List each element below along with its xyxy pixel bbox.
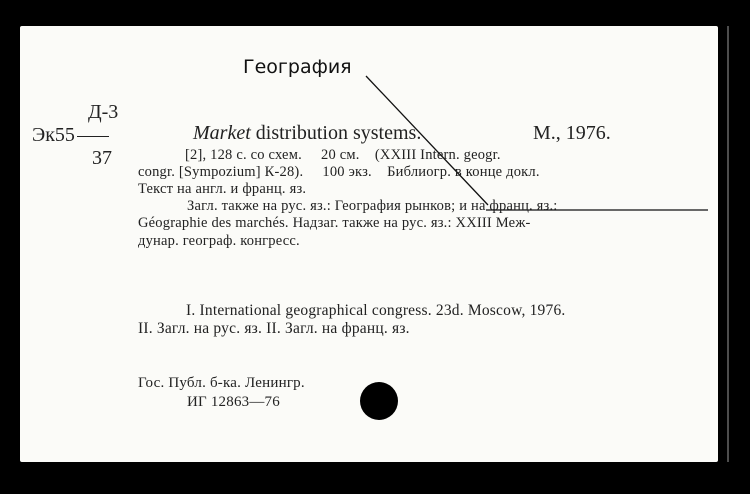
- desc-line-4: Загл. также на рус. яз.: География рынков; и на франц. яз.:: [187, 198, 558, 214]
- title-italic: Market: [193, 122, 251, 144]
- title-line: [193, 123, 421, 143]
- number-line: ИГ 12863—76: [187, 394, 280, 410]
- desc-line-5: Géographie des marchés. Надзаг. также на рус. яз.: XXIII Меж-: [138, 215, 531, 231]
- class-divider: [77, 136, 109, 137]
- tracing-line-1: I. International geographical congress. 23d. Moscow, 1976.: [186, 302, 566, 319]
- library-line: Гос. Публ. б-ка. Ленингр.: [138, 375, 305, 391]
- punch-hole: [360, 382, 398, 420]
- class-code-text: Эк55: [32, 124, 75, 146]
- desc-line-2: congr. [Sympozium] К-28). 100 экз. Библиогр. в конце докл.: [138, 164, 540, 180]
- class-top: Д-3: [88, 101, 119, 123]
- imprint: М., 1976.: [533, 122, 611, 144]
- desc-line-6: дунар. географ. конгресс.: [138, 233, 300, 249]
- handwritten-note: География: [243, 56, 352, 78]
- desc-line-3: Текст на англ. и франц. яз.: [138, 181, 307, 197]
- class-code: [32, 125, 109, 145]
- tracing-line-2: II. Загл. на рус. яз. II. Загл. на франц. яз.: [138, 320, 410, 337]
- class-bottom: 37: [92, 147, 112, 169]
- title-rest: distribution systems.: [255, 122, 422, 144]
- desc-line-1: [2], 128 с. со схем. 20 см. (XXIII Intern. geogr.: [185, 147, 501, 163]
